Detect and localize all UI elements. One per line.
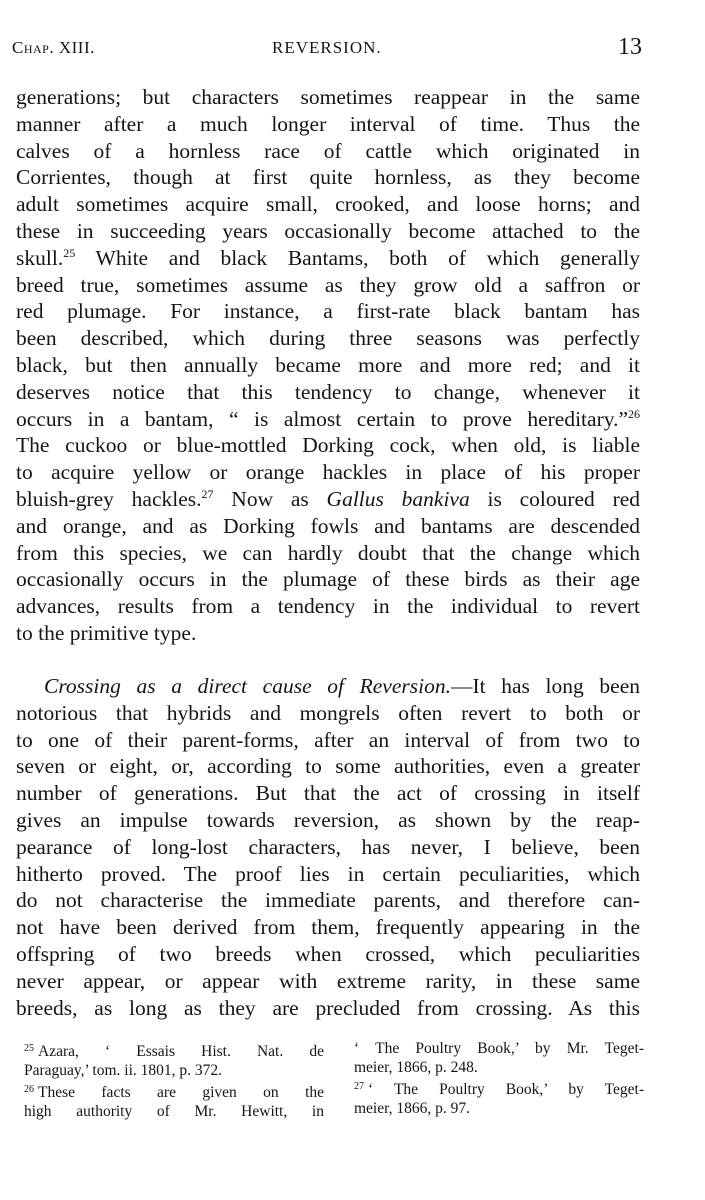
footnote-line: meier, 1866, p. 97. bbox=[354, 1100, 471, 1117]
text-line: these in succeeding years occasionally become attached to the bbox=[16, 218, 640, 243]
text-fragment: skull. bbox=[16, 245, 64, 270]
footnotes-left-column bbox=[24, 1039, 324, 1121]
text-line: pearance of long-lost characters, has never, I believe, been bbox=[16, 834, 640, 859]
text-line: never appear, or appear with extreme rarity, in these same bbox=[16, 968, 640, 993]
footnote-number: 26 bbox=[24, 1084, 34, 1095]
text-line: black, but then annually became more and more red; and it bbox=[16, 352, 640, 377]
footnote-line: Paraguay,’ tom. ii. 1801, p. 372. bbox=[24, 1062, 223, 1079]
footnote-number: 27 bbox=[354, 1081, 364, 1092]
text-line: notorious that hybrids and mongrels often revert to both or bbox=[16, 700, 640, 725]
page-number: 13 bbox=[618, 34, 642, 60]
text-line: red plumage. For instance, a first-rate black bantam has bbox=[16, 299, 640, 324]
text-line: seven or eight, or, according to some authorities, even a greater bbox=[16, 754, 640, 779]
text-line: deserves notice that this tendency to change, whenever it bbox=[16, 379, 640, 404]
text-line: The cuckoo or blue-mottled Dorking cock, when old, is liable bbox=[16, 433, 640, 458]
text-fragment: Now as bbox=[231, 486, 309, 511]
running-title: REVERSION. bbox=[272, 38, 382, 57]
text-line bbox=[16, 245, 640, 272]
section-heading: Crossing as a direct cause of Reversion. bbox=[44, 674, 451, 698]
text-line bbox=[16, 406, 640, 433]
paragraph-reversion-in-age bbox=[16, 84, 640, 647]
footnote-ref: 25 bbox=[63, 245, 76, 260]
text-line: from this species, we can hardly doubt that the change which bbox=[16, 540, 640, 565]
text-line: hitherto proved. The proof lies in certain peculiarities, which bbox=[16, 861, 640, 886]
running-head bbox=[12, 34, 642, 62]
footnote-line bbox=[24, 1080, 324, 1102]
text-line: do not characterise the immediate parents, and therefore can- bbox=[16, 888, 640, 913]
text-line: been described, which during three seasons was perfectly bbox=[16, 326, 640, 351]
text-line: number of generations. But that the act of crossing in itself bbox=[16, 781, 640, 806]
footnote-line: ‘ The Poultry Book,’ by Mr. Teget- bbox=[354, 1040, 644, 1057]
footnote-text: ‘ The Poultry Book,’ by Teget- bbox=[368, 1081, 644, 1098]
text-line: gives an impulse towards reversion, as shown by the reap- bbox=[16, 807, 640, 832]
text-line: generations; but characters sometimes reappear in the same bbox=[16, 85, 640, 109]
text-line: breed true, sometimes assume as they grow old a saffron or bbox=[16, 272, 640, 297]
text-line: Corrientes, though at first quite hornless, as they become bbox=[16, 165, 640, 190]
text-line: advances, results from a tendency in the individual to revert bbox=[16, 594, 640, 619]
text-line: to acquire yellow or orange hackles in place of his proper bbox=[16, 460, 640, 485]
species-name: Gallus bankiva bbox=[326, 486, 470, 511]
text-line: occasionally occurs in the plumage of these birds as their age bbox=[16, 567, 640, 592]
text-fragment: bluish-grey hackles. bbox=[16, 486, 202, 511]
text-line: to one of their parent-forms, after an interval of from two to bbox=[16, 727, 640, 752]
text-line bbox=[16, 486, 640, 513]
text-line: manner after a much longer interval of time. Thus the bbox=[16, 111, 640, 136]
text-line bbox=[16, 673, 640, 700]
footnote-text: Azara, ‘ Essais Hist. Nat. de bbox=[38, 1043, 324, 1060]
footnote-text: These facts are given on the bbox=[38, 1084, 324, 1101]
text-line: and orange, and as Dorking fowls and bantams are descended bbox=[16, 513, 640, 538]
text-fragment: —It has long been bbox=[450, 674, 640, 698]
footnote-line bbox=[354, 1077, 644, 1099]
footnote-number: 25 bbox=[24, 1043, 34, 1054]
footnote-line: high authority of Mr. Hewitt, in bbox=[24, 1103, 324, 1120]
footnote-line bbox=[24, 1039, 324, 1061]
text-line: adult sometimes acquire small, crooked, and loose horns; and bbox=[16, 192, 640, 217]
footnotes bbox=[24, 1039, 644, 1129]
text-fragment: is coloured red bbox=[487, 486, 641, 511]
footnotes-right-column bbox=[354, 1039, 644, 1118]
footnote-line: meier, 1866, p. 248. bbox=[354, 1059, 478, 1076]
text-line: calves of a hornless race of cattle which originated in bbox=[16, 138, 640, 163]
chapter-label: Chap. XIII. bbox=[12, 38, 95, 57]
text-fragment: White and black Bantams, both of which generally bbox=[95, 245, 640, 270]
text-line: to the primitive type. bbox=[16, 620, 197, 645]
text-line: offspring of two breeds when crossed, which peculiarities bbox=[16, 941, 640, 966]
paragraph-crossing-reversion bbox=[16, 673, 640, 1021]
footnote-ref: 26 bbox=[628, 406, 640, 421]
text-line: not have been derived from them, frequently appearing in the bbox=[16, 915, 640, 940]
text-line: breeds, as long as they are precluded from crossing. As this bbox=[16, 995, 640, 1020]
text-fragment: occurs in a bantam, “ is almost certain to prove hereditary.” bbox=[16, 406, 628, 431]
footnote-ref: 27 bbox=[201, 486, 214, 501]
